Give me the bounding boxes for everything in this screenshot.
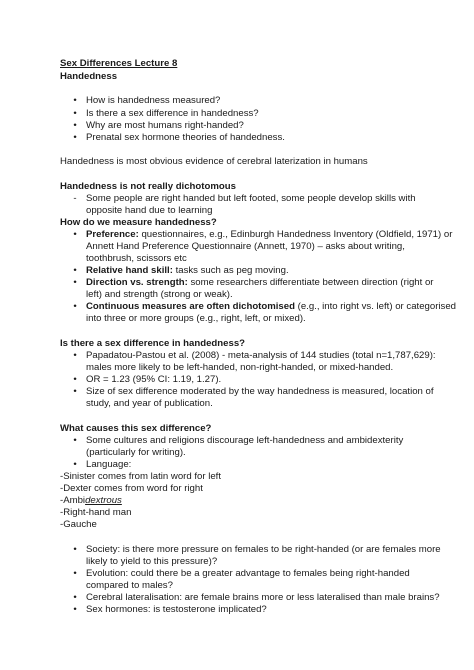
cause-question-line: Evolution: could there be a greater advantage to females being right-handed [86, 568, 410, 579]
bullet-dot: • [73, 459, 77, 470]
difference-item-line: Size of sex difference moderated by the way handedness is measured, location of [86, 386, 434, 397]
dash-marker: - [73, 193, 77, 204]
bullet-dot: • [73, 132, 77, 143]
bullet-dot: • [73, 592, 77, 603]
measure-item-line: toothbrush, scissors etc [86, 253, 187, 264]
intro-bullet: How is handedness measured? [86, 95, 221, 106]
document-subtitle: Handedness [60, 71, 118, 82]
bullet-dot: • [73, 265, 77, 276]
bullet-dot: • [73, 604, 77, 615]
intro-bullet: Prenatal sex hormone theories of handedness. [86, 132, 285, 143]
measure-item-continuous [86, 301, 456, 313]
bullet-dot: • [73, 108, 77, 119]
difference-item-line: OR = 1.23 (95% CI: 1.19, 1.27). [86, 374, 222, 385]
bullet-dot: • [73, 386, 77, 397]
item-label: Relative hand skill: [86, 265, 173, 276]
item-label: Preference: [86, 229, 139, 240]
document-title: Sex Differences Lecture 8 [60, 58, 178, 69]
language-line: -Sinister comes from latin word for left [60, 471, 222, 482]
item-text: tasks such as peg moving. [172, 265, 289, 276]
section-heading-causes: What causes this sex difference? [60, 423, 212, 434]
dash-item-line: Some people are right handed but left footed, some people develop skills with [86, 193, 416, 204]
cause-question-line: compared to males? [86, 580, 173, 591]
ambi-suffix: dextrous [85, 495, 122, 506]
dash-item-line: opposite hand due to learning [86, 205, 213, 216]
section-heading-dichotomous: Handedness is not really dichotomous [60, 181, 236, 192]
measure-item-line: left) and strength (strong or weak). [86, 289, 233, 300]
language-line: -Dexter comes from word for right [60, 483, 203, 494]
section-heading-sex-difference: Is there a sex difference in handedness? [60, 338, 246, 349]
language-line: -Right-hand man [60, 507, 132, 518]
cause-question-line: Cerebral lateralisation: are female brains more or less lateralised than male brains? [86, 592, 440, 603]
cause-question-line: likely to yield to this pressure)? [86, 556, 218, 567]
measure-item-preference [86, 229, 452, 241]
measure-item-direction [86, 277, 433, 289]
item-text: some researchers differentiate between direction (right or [187, 277, 434, 288]
bullet-dot: • [73, 568, 77, 579]
measure-item-line: into three or more groups (e.g., right, left, or mixed). [86, 313, 306, 324]
intro-bullet: Is there a sex difference in handedness? [86, 108, 259, 119]
bullet-dot: • [73, 229, 77, 240]
language-line: -Gauche [60, 519, 97, 530]
cause-item-line: Language: [86, 459, 132, 470]
item-text: questionnaires, e.g., Edinburgh Handedness Inventory (Oldfield, 1971) or [138, 229, 453, 240]
measure-item-hand-skill [86, 265, 289, 277]
bullet-dot: • [73, 95, 77, 106]
bullet-dot: • [73, 350, 77, 361]
bullet-dot: • [73, 374, 77, 385]
cause-item-line: Some cultures and religions discourage left-handedness and ambidexterity [86, 435, 404, 446]
bullet-dot: • [73, 435, 77, 446]
difference-item-line: Papadatou-Pastou et al. (2008) - meta-analysis of 144 studies (total n=1,787,629): [86, 350, 436, 361]
cause-question-line: Society: is there more pressure on females to be right-handed (or are females more [86, 544, 441, 555]
difference-item-line: males more likely to be left-handed, non-right-handed, or mixed-handed. [86, 362, 394, 373]
cause-question-line: Sex hormones: is testosterone implicated? [86, 604, 267, 615]
item-label: Direction vs. strength: [86, 277, 188, 288]
bullet-dot: • [73, 120, 77, 131]
bullet-dot: • [73, 301, 77, 312]
measure-item-line: Annett Hand Preference Questionnaire (Annett, 1970) – asks about writing, [86, 241, 405, 252]
intro-bullet: Why are most humans right-handed? [86, 120, 244, 131]
item-text: (e.g., into right vs. left) or categorised [294, 301, 457, 312]
ambi-prefix: -Ambi [60, 495, 86, 506]
intro-sentence: Handedness is most obvious evidence of cerebral laterization in humans [60, 156, 368, 167]
cause-item-line: (particularly for writing). [86, 447, 186, 458]
bullet-dot: • [73, 277, 77, 288]
section-heading-measure: How do we measure handedness? [60, 217, 217, 228]
item-label: Continuous measures are often dichotomised [86, 301, 295, 312]
bullet-dot: • [73, 544, 77, 555]
difference-item-line: study, and year of publication. [86, 398, 213, 409]
language-line-ambidextrous [60, 495, 122, 507]
